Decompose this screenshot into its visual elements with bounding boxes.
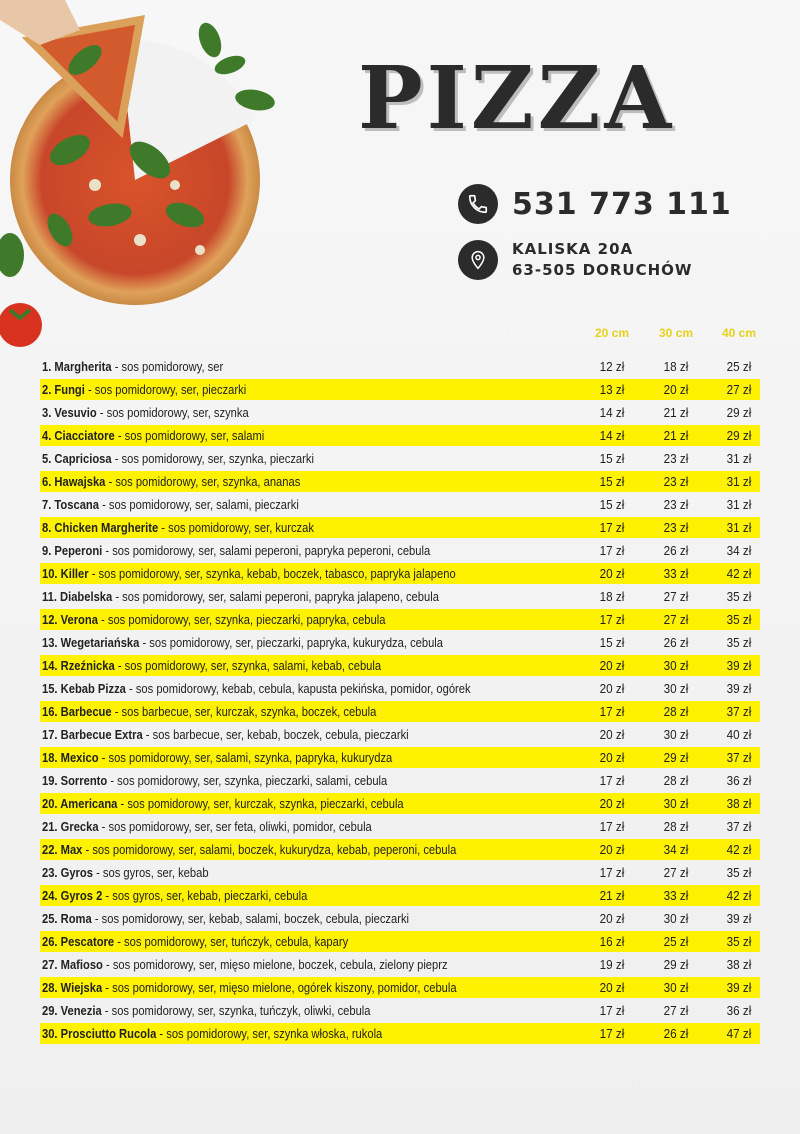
- price-20cm: 20 zł: [599, 980, 625, 995]
- menu-item-text: [42, 425, 264, 446]
- price-30cm: 27 zł: [663, 1003, 689, 1018]
- price-40cm: 31 zł: [726, 474, 752, 489]
- price-20cm: 20 zł: [599, 842, 625, 857]
- price-30cm: 21 zł: [663, 428, 689, 443]
- price-20cm: 14 zł: [599, 405, 625, 420]
- price-30cm: 28 zł: [663, 704, 689, 719]
- price-30cm: 34 zł: [663, 842, 689, 857]
- menu-item-text: [42, 931, 348, 952]
- price-40cm: 36 zł: [726, 773, 752, 788]
- price-40cm: 35 zł: [726, 589, 752, 604]
- price-30cm: 27 zł: [663, 612, 689, 627]
- price-30cm: 23 zł: [663, 497, 689, 512]
- menu-item-name: 8. Chicken Margherite: [42, 520, 159, 535]
- menu-item-name: 22. Max: [42, 842, 83, 857]
- menu-item-name: 30. Prosciutto Rucola: [42, 1026, 157, 1041]
- price-30cm: 26 zł: [663, 543, 689, 558]
- menu-item-name: 17. Barbecue Extra: [42, 727, 143, 742]
- price-40cm: 29 zł: [726, 428, 752, 443]
- menu-item: [40, 517, 760, 538]
- price-40cm: 35 zł: [726, 635, 752, 650]
- menu-item-ingredients: - sos pomidorowy, ser, szynka, pieczarki, salami, cebula: [107, 773, 388, 788]
- price-40cm: 42 zł: [726, 842, 752, 857]
- menu-item-ingredients: - sos pomidorowy, ser, szynka, tuńczyk, oliwki, cebula: [101, 1003, 371, 1018]
- menu-item: [40, 770, 760, 791]
- menu-item-name: 7. Toscana: [42, 497, 99, 512]
- price-20cm: 20 zł: [599, 911, 625, 926]
- price-40cm: 39 zł: [726, 658, 752, 673]
- menu-item-text: [42, 1000, 371, 1021]
- price-20cm: 12 zł: [599, 359, 625, 374]
- price-30cm: 29 zł: [663, 957, 689, 972]
- menu-item-text: [42, 678, 471, 699]
- price-20cm: 20 zł: [599, 566, 625, 581]
- address-row: [458, 239, 692, 281]
- menu-item-ingredients: - sos pomidorowy, ser, ser feta, oliwki, pomidor, cebula: [98, 819, 372, 834]
- price-20cm: 17 zł: [599, 612, 625, 627]
- menu-item-text: [42, 954, 448, 975]
- menu-item: [40, 632, 760, 653]
- price-30cm: 30 zł: [663, 658, 689, 673]
- menu-item-ingredients: - sos pomidorowy, ser, mięso mielone, boczek, cebula, zielony pieprz: [102, 957, 448, 972]
- page-title: PIZZA: [358, 48, 676, 149]
- price-30cm: 21 zł: [663, 405, 689, 420]
- menu-item: [40, 379, 760, 400]
- price-30cm: 26 zł: [663, 1026, 689, 1041]
- price-40cm: 40 zł: [726, 727, 752, 742]
- menu-item: [40, 1023, 760, 1044]
- menu-item-text: [42, 494, 299, 515]
- size-header-40: 40 cm: [721, 326, 757, 340]
- menu-item: [40, 678, 760, 699]
- price-20cm: 17 zł: [599, 865, 625, 880]
- price-40cm: 29 zł: [726, 405, 752, 420]
- address: [512, 239, 692, 281]
- price-30cm: 28 zł: [663, 819, 689, 834]
- menu-item-ingredients: - sos pomidorowy, ser: [111, 359, 224, 374]
- menu-item-text: [42, 655, 381, 676]
- menu-item-text: [42, 885, 307, 906]
- price-20cm: 17 zł: [599, 1003, 625, 1018]
- menu-item: [40, 356, 760, 377]
- menu-item-name: 29. Venezia: [42, 1003, 102, 1018]
- price-20cm: 17 zł: [599, 520, 625, 535]
- menu-item-ingredients: - sos pomidorowy, ser, pieczarki, papryka, kukurydza, cebula: [139, 635, 444, 650]
- price-20cm: 15 zł: [599, 635, 625, 650]
- size-header-20: 20 cm: [594, 326, 630, 340]
- menu-item-ingredients: - sos pomidorowy, ser, szynka: [96, 405, 249, 420]
- menu-item: [40, 448, 760, 469]
- menu-item: [40, 1000, 760, 1021]
- menu-item-name: 27. Mafioso: [42, 957, 103, 972]
- menu-item-ingredients: - sos pomidorowy, ser, szynka, pieczarki: [111, 451, 314, 466]
- menu-item-name: 13. Wegetariańska: [42, 635, 140, 650]
- menu-item-ingredients: - sos pomidorowy, ser, szynka, pieczarki, papryka, cebula: [97, 612, 386, 627]
- price-40cm: 39 zł: [726, 681, 752, 696]
- size-header-30: 30 cm: [658, 326, 694, 340]
- menu-item-name: 28. Wiejska: [42, 980, 103, 995]
- menu-item: [40, 701, 760, 722]
- menu-item-text: [42, 586, 439, 607]
- menu-item-text: [42, 770, 387, 791]
- menu-item-name: 16. Barbecue: [42, 704, 112, 719]
- menu-item-text: [42, 793, 404, 814]
- menu-item-text: [42, 862, 209, 883]
- price-20cm: 15 zł: [599, 474, 625, 489]
- menu-item-ingredients: - sos gyros, ser, kebab, pieczarki, cebula: [102, 888, 308, 903]
- price-30cm: 27 zł: [663, 865, 689, 880]
- price-20cm: 16 zł: [599, 934, 625, 949]
- price-30cm: 23 zł: [663, 474, 689, 489]
- menu-item-text: [42, 724, 409, 745]
- price-20cm: 18 zł: [599, 589, 625, 604]
- menu-item: [40, 977, 760, 998]
- menu-item-name: 12. Verona: [42, 612, 98, 627]
- menu-item: [40, 563, 760, 584]
- menu-item-text: [42, 908, 409, 929]
- price-30cm: 30 zł: [663, 980, 689, 995]
- price-20cm: 15 zł: [599, 451, 625, 466]
- price-40cm: 37 zł: [726, 819, 752, 834]
- menu-item-text: [42, 356, 223, 377]
- menu-item-name: 9. Peperoni: [42, 543, 103, 558]
- menu-item-name: 20. Americana: [42, 796, 118, 811]
- price-30cm: 30 zł: [663, 796, 689, 811]
- price-40cm: 35 zł: [726, 934, 752, 949]
- menu-item: [40, 471, 760, 492]
- menu-item-text: [42, 402, 249, 423]
- price-20cm: 20 zł: [599, 727, 625, 742]
- menu-item-ingredients: - sos pomidorowy, ser, salami peperoni, papryka peperoni, cebula: [102, 543, 431, 558]
- menu-item-name: 2. Fungi: [42, 382, 85, 397]
- menu-item-text: [42, 609, 385, 630]
- phone-icon: [458, 184, 498, 224]
- price-20cm: 20 zł: [599, 681, 625, 696]
- menu-item: [40, 885, 760, 906]
- menu-item: [40, 954, 760, 975]
- menu-item-text: [42, 379, 246, 400]
- price-40cm: 35 zł: [726, 865, 752, 880]
- price-30cm: 27 zł: [663, 589, 689, 604]
- menu-item-ingredients: - sos barbecue, ser, kebab, boczek, cebula, pieczarki: [142, 727, 409, 742]
- menu-item-name: 21. Grecka: [42, 819, 99, 834]
- menu-item-ingredients: - sos pomidorowy, ser, szynka, kebab, boczek, tabasco, papryka jalapeno: [88, 566, 456, 581]
- price-40cm: 34 zł: [726, 543, 752, 558]
- menu-item-name: 10. Killer: [42, 566, 89, 581]
- price-30cm: 30 zł: [663, 727, 689, 742]
- price-30cm: 18 zł: [663, 359, 689, 374]
- price-40cm: 47 zł: [726, 1026, 752, 1041]
- menu-item: [40, 425, 760, 446]
- menu-item: [40, 862, 760, 883]
- menu-item-text: [42, 1023, 382, 1044]
- price-40cm: 25 zł: [726, 359, 752, 374]
- price-20cm: 17 zł: [599, 819, 625, 834]
- menu-item-name: 15. Kebab Pizza: [42, 681, 126, 696]
- price-20cm: 13 zł: [599, 382, 625, 397]
- address-line-2: 63-505 DORUCHÓW: [512, 261, 693, 279]
- menu-item: [40, 816, 760, 837]
- menu-item-name: 5. Capriciosa: [42, 451, 112, 466]
- price-30cm: 23 zł: [663, 451, 689, 466]
- menu-item-ingredients: - sos barbecue, ser, kurczak, szynka, boczek, cebula: [111, 704, 377, 719]
- menu-item-text: [42, 977, 457, 998]
- price-20cm: 14 zł: [599, 428, 625, 443]
- menu-item-text: [42, 448, 314, 469]
- menu-item: [40, 931, 760, 952]
- menu-item: [40, 540, 760, 561]
- location-pin-icon: [458, 240, 498, 280]
- pizza-menu-list: [40, 356, 760, 1046]
- price-20cm: 20 zł: [599, 750, 625, 765]
- menu-item-name: 23. Gyros: [42, 865, 93, 880]
- phone-row: [458, 184, 732, 224]
- price-20cm: 20 zł: [599, 658, 625, 673]
- price-40cm: 39 zł: [726, 911, 752, 926]
- menu-item-ingredients: - sos pomidorowy, ser, salami, pieczarki: [98, 497, 299, 512]
- menu-item-ingredients: - sos pomidorowy, ser, szynka, ananas: [105, 474, 301, 489]
- price-40cm: 38 zł: [726, 957, 752, 972]
- price-20cm: 17 zł: [599, 543, 625, 558]
- menu-item-text: [42, 632, 443, 653]
- price-40cm: 31 zł: [726, 451, 752, 466]
- price-30cm: 29 zł: [663, 750, 689, 765]
- menu-item-name: 14. Rzeźnicka: [42, 658, 115, 673]
- menu-item-ingredients: - sos pomidorowy, ser, salami, boczek, kukurydza, kebab, peperoni, cebula: [82, 842, 457, 857]
- price-40cm: 38 zł: [726, 796, 752, 811]
- menu-item-name: 4. Ciacciatore: [42, 428, 115, 443]
- pizza-image: [0, 0, 300, 360]
- menu-item: [40, 793, 760, 814]
- menu-item-ingredients: - sos pomidorowy, ser, salami peperoni, papryka jalapeno, cebula: [112, 589, 439, 604]
- menu-item-ingredients: - sos pomidorowy, ser, kurczak, szynka, pieczarki, cebula: [117, 796, 404, 811]
- menu-item-name: 18. Mexico: [42, 750, 99, 765]
- price-40cm: 42 zł: [726, 566, 752, 581]
- price-40cm: 35 zł: [726, 612, 752, 627]
- menu-item-name: 19. Sorrento: [42, 773, 108, 788]
- menu-item: [40, 655, 760, 676]
- price-30cm: 33 zł: [663, 888, 689, 903]
- menu-item-text: [42, 747, 392, 768]
- menu-item-ingredients: - sos pomidorowy, ser, salami: [114, 428, 265, 443]
- price-20cm: 17 zł: [599, 1026, 625, 1041]
- menu-item-name: 11. Diabelska: [42, 589, 113, 604]
- price-20cm: 21 zł: [599, 888, 625, 903]
- menu-item-ingredients: - sos pomidorowy, ser, kebab, salami, boczek, cebula, pieczarki: [91, 911, 410, 926]
- menu-item-text: [42, 563, 456, 584]
- menu-item-name: 6. Hawajska: [42, 474, 106, 489]
- menu-item: [40, 747, 760, 768]
- price-40cm: 37 zł: [726, 704, 752, 719]
- menu-item-text: [42, 839, 456, 860]
- menu-item-ingredients: - sos pomidorowy, ser, salami, szynka, papryka, kukurydza: [98, 750, 393, 765]
- price-20cm: 20 zł: [599, 796, 625, 811]
- price-30cm: 30 zł: [663, 681, 689, 696]
- price-40cm: 27 zł: [726, 382, 752, 397]
- price-30cm: 23 zł: [663, 520, 689, 535]
- price-40cm: 36 zł: [726, 1003, 752, 1018]
- menu-item: [40, 494, 760, 515]
- menu-item-ingredients: - sos pomidorowy, ser, tuńczyk, cebula, kapary: [114, 934, 349, 949]
- price-40cm: 39 zł: [726, 980, 752, 995]
- size-headers: [0, 326, 800, 344]
- menu-item-text: [42, 816, 372, 837]
- price-40cm: 37 zł: [726, 750, 752, 765]
- phone-number[interactable]: 531 773 111: [512, 186, 732, 222]
- menu-item-ingredients: - sos pomidorowy, ser, kurczak: [158, 520, 314, 535]
- menu-item-ingredients: - sos pomidorowy, kebab, cebula, kapusta pekińska, pomidor, ogórek: [125, 681, 471, 696]
- price-40cm: 42 zł: [726, 888, 752, 903]
- menu-item: [40, 402, 760, 423]
- menu-item-name: 3. Vesuvio: [42, 405, 97, 420]
- menu-item-name: 25. Roma: [42, 911, 92, 926]
- price-30cm: 25 zł: [663, 934, 689, 949]
- price-20cm: 15 zł: [599, 497, 625, 512]
- menu-item: [40, 839, 760, 860]
- menu-item-name: 26. Pescatore: [42, 934, 115, 949]
- menu-item: [40, 724, 760, 745]
- menu-item-ingredients: - sos pomidorowy, ser, pieczarki: [84, 382, 247, 397]
- price-30cm: 20 zł: [663, 382, 689, 397]
- price-20cm: 17 zł: [599, 773, 625, 788]
- menu-item-text: [42, 517, 314, 538]
- menu-item-text: [42, 701, 376, 722]
- menu-item-ingredients: - sos pomidorowy, ser, szynka włoska, rukola: [156, 1026, 383, 1041]
- price-40cm: 31 zł: [726, 497, 752, 512]
- menu-item: [40, 609, 760, 630]
- price-20cm: 17 zł: [599, 704, 625, 719]
- price-40cm: 31 zł: [726, 520, 752, 535]
- menu-item-ingredients: - sos pomidorowy, ser, mięso mielone, ogórek kiszony, pomidor, cebula: [102, 980, 457, 995]
- menu-item-ingredients: - sos pomidorowy, ser, szynka, salami, kebab, cebula: [114, 658, 382, 673]
- menu-item-text: [42, 471, 300, 492]
- menu-item-text: [42, 540, 430, 561]
- address-line-1: KALISKA 20A: [512, 240, 634, 258]
- price-20cm: 19 zł: [599, 957, 625, 972]
- menu-item-name: 24. Gyros 2: [42, 888, 103, 903]
- price-30cm: 30 zł: [663, 911, 689, 926]
- menu-item-name: 1. Margherita: [42, 359, 112, 374]
- price-30cm: 26 zł: [663, 635, 689, 650]
- price-30cm: 33 zł: [663, 566, 689, 581]
- price-30cm: 28 zł: [663, 773, 689, 788]
- menu-item-ingredients: - sos gyros, ser, kebab: [92, 865, 209, 880]
- menu-item: [40, 586, 760, 607]
- menu-item: [40, 908, 760, 929]
